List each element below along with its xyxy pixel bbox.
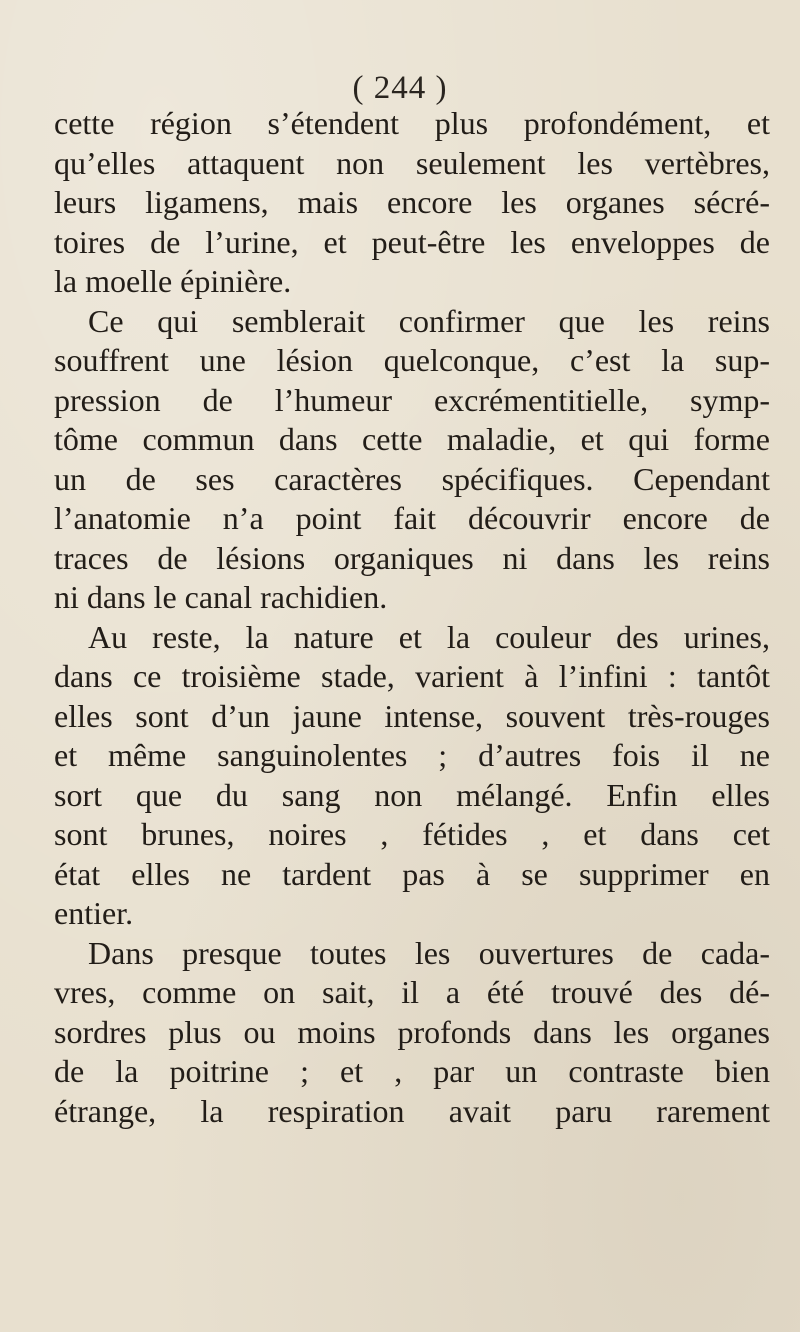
text-line: leurs ligamens, mais encore les organes sécré- xyxy=(54,184,770,220)
text-line: entier. xyxy=(54,895,134,931)
text-line: qu’elles attaquent non seulement les vertèbres, xyxy=(54,144,770,181)
text-line: toires de l’urine, et peut-être les enveloppes de xyxy=(54,223,770,260)
text-line: souffrent une lésion quelconque, c’est la sup- xyxy=(54,342,770,378)
text-line: un de ses caractères spécifiques. Cependant xyxy=(54,460,770,497)
text-line: dans ce troisième stade, varient à l’infini : tantôt xyxy=(54,658,770,694)
text-line: vres, comme on sait, il a été trouvé des dé- xyxy=(54,974,770,1010)
text-line: traces de lésions organiques ni dans les reins xyxy=(54,539,770,576)
text-line: Ce qui semblerait confirmer que les reins xyxy=(88,302,770,339)
text-line: sont brunes, noires , fétides , et dans cet xyxy=(54,816,770,852)
text-line: et même sanguinolentes ; d’autres fois il ne xyxy=(54,737,770,773)
text-line: tôme commun dans cette maladie, et qui forme xyxy=(54,421,770,457)
text-line: sort que du sang non mélangé. Enfin elles xyxy=(54,776,770,813)
text-line: sordres plus ou moins profonds dans les organes xyxy=(54,1013,770,1050)
text-line: Au reste, la nature et la couleur des urines, xyxy=(88,618,770,655)
text-line: elles sont d’un jaune intense, souvent très-rouges xyxy=(54,697,770,734)
text-line: l’anatomie n’a point fait découvrir encore de xyxy=(54,500,770,536)
page-number: ( 244 ) xyxy=(352,70,448,106)
text-line: de la poitrine ; et , par un contraste bien xyxy=(54,1053,770,1089)
text-line: cette région s’étendent plus profondément, et xyxy=(54,105,770,141)
text-line: ni dans le canal rachidien. xyxy=(54,579,388,615)
text-line: état elles ne tardent pas à se supprimer en xyxy=(54,855,770,892)
text-line: étrange, la respiration avait paru rarement xyxy=(54,1092,770,1129)
text-line: Dans presque toutes les ouvertures de cada- xyxy=(88,934,770,971)
text-line: la moelle épinière. xyxy=(54,263,292,299)
body-text xyxy=(54,104,770,1131)
text-line: pression de l’humeur excrémentitielle, symp- xyxy=(54,381,770,418)
